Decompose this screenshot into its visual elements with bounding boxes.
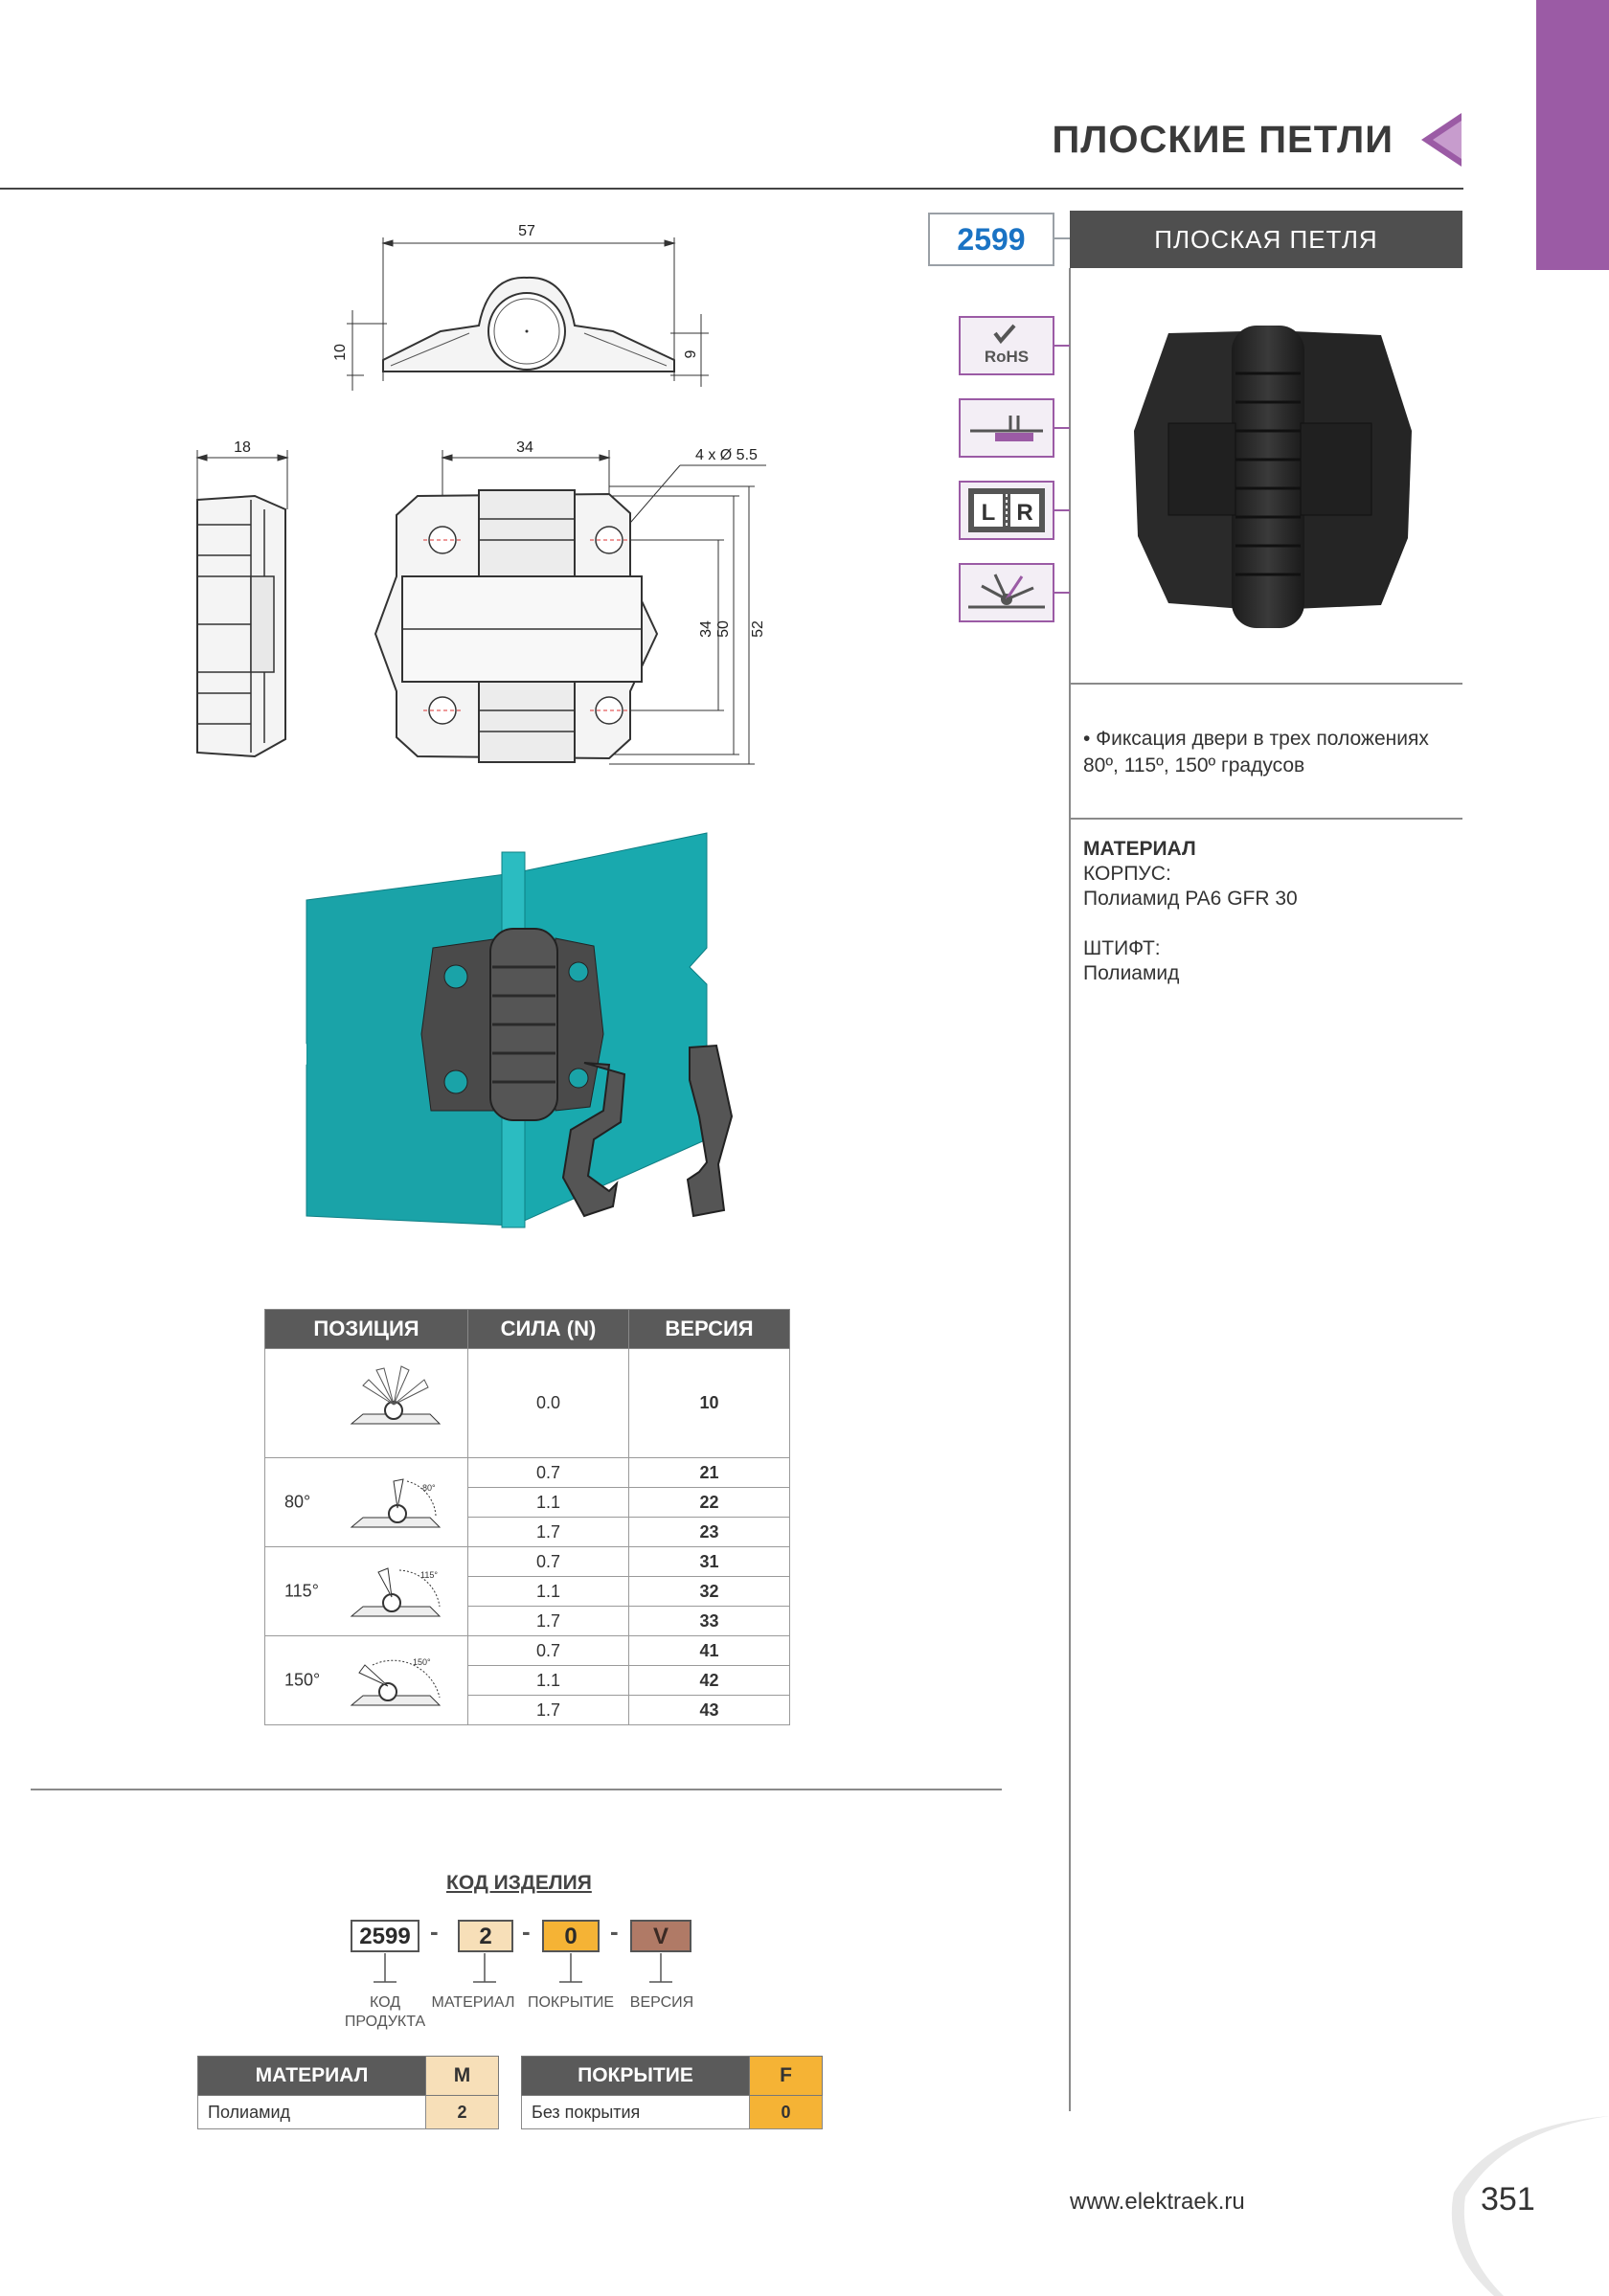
code-part-version: V: [630, 1920, 691, 1952]
position-label: 80°: [284, 1492, 311, 1512]
version-cell: 10: [629, 1349, 790, 1458]
feature-text: • Фиксация двери в трех положениях 80º, 115º, 150º градусов: [1083, 728, 1429, 777]
col-force: СИЛА (N): [468, 1310, 629, 1349]
force-cell: 1.7: [468, 1607, 629, 1636]
dim-34-v: 34: [698, 620, 714, 638]
version-cell: 31: [629, 1547, 790, 1577]
body-value: Полиамид PA6 GFR 30: [1083, 888, 1298, 910]
material-code: 2: [426, 2096, 499, 2129]
material-options-table: [197, 2056, 499, 2129]
page-number: 351: [1481, 2181, 1535, 2217]
footer-url[interactable]: www.elektraek.ru: [1070, 2189, 1245, 2215]
rotation-angle-icon: [959, 563, 1054, 622]
position-cell-0: [265, 1349, 468, 1458]
dim-52: 52: [750, 620, 766, 638]
force-cell: 1.7: [468, 1696, 629, 1725]
position-cell-115: [265, 1547, 468, 1636]
material-code-header: M: [426, 2057, 499, 2096]
col-position: ПОЗИЦИЯ: [265, 1310, 468, 1349]
pin-label: ШТИФТ:: [1083, 937, 1161, 959]
version-cell: 23: [629, 1518, 790, 1547]
coating-value: Без покрытия: [522, 2096, 750, 2129]
title-rule: [0, 188, 1463, 190]
material-heading: МАТЕРИАЛ: [1083, 838, 1196, 860]
rohs-label: RoHS: [984, 348, 1030, 366]
icon-tick: [1054, 427, 1070, 429]
coating-header: ПОКРЫТИЕ: [522, 2057, 750, 2096]
product-code: 2599: [928, 213, 1054, 266]
force-cell: 0.7: [468, 1636, 629, 1666]
angle-label: 150°: [413, 1657, 431, 1667]
code-separator: -: [522, 1917, 531, 1946]
icon-tick: [1054, 345, 1070, 347]
force-cell: 1.1: [468, 1666, 629, 1696]
code-part-coating: 0: [542, 1920, 600, 1952]
code-separator: -: [610, 1917, 619, 1946]
code-separator: -: [430, 1917, 439, 1946]
version-table: [264, 1309, 790, 1725]
version-cell: 33: [629, 1607, 790, 1636]
dim-10: 10: [332, 344, 349, 361]
coating-options-table: [521, 2056, 823, 2129]
angle-label: 80°: [422, 1483, 436, 1493]
drawing-front-view: [379, 433, 782, 777]
col-version: ВЕРСИЯ: [629, 1310, 790, 1349]
material-value: Полиамид: [198, 2096, 426, 2129]
version-cell: 22: [629, 1488, 790, 1518]
code-connector: [1053, 237, 1070, 239]
body-label: КОРПУС:: [1083, 863, 1171, 885]
coating-code-header: F: [750, 2057, 823, 2096]
position-cell-80: [265, 1458, 468, 1547]
label-material: МАТЕРИАЛ: [431, 1994, 515, 2011]
page-title: ПЛОСКИЕ ПЕТЛИ: [1052, 119, 1394, 161]
installation-illustration: [287, 823, 766, 1245]
dim-9: 9: [683, 349, 699, 359]
rohs-icon: [959, 316, 1054, 375]
dim-hole: 4 x Ø 5.5: [695, 447, 758, 463]
position-label: 150°: [284, 1670, 321, 1690]
code-part-material: 2: [458, 1920, 513, 1952]
product-name: ПЛОСКАЯ ПЕТЛЯ: [1070, 211, 1462, 268]
coating-code: 0: [750, 2096, 823, 2129]
left-right-icon: [959, 481, 1054, 540]
hinge-115-icon: [344, 1555, 449, 1628]
hinge-all-positions-icon: [344, 1357, 449, 1433]
right-rule: [1070, 683, 1462, 685]
material-block: [1083, 837, 1298, 986]
drawing-top-view: [332, 218, 718, 400]
left-label: L: [981, 500, 996, 526]
position-cell-150: [265, 1636, 468, 1725]
material-header: МАТЕРИАЛ: [198, 2057, 426, 2096]
product-photo: [1130, 316, 1417, 642]
version-cell: 21: [629, 1458, 790, 1488]
label-coating: ПОКРЫТИЕ: [527, 1994, 615, 2011]
right-column-divider: [1069, 268, 1071, 2111]
version-cell: 42: [629, 1666, 790, 1696]
position-label: 115°: [284, 1581, 319, 1601]
force-cell: 1.7: [468, 1518, 629, 1547]
icon-tick: [1054, 592, 1070, 594]
dim-57: 57: [518, 223, 535, 239]
section-tab-strip: [1536, 0, 1609, 270]
version-cell: 32: [629, 1577, 790, 1607]
code-part-product: 2599: [351, 1920, 419, 1952]
right-rule: [1070, 818, 1462, 820]
dim-50: 50: [715, 620, 732, 638]
angle-label: 115°: [420, 1570, 438, 1580]
version-cell: 43: [629, 1696, 790, 1725]
force-cell: 0.7: [468, 1547, 629, 1577]
right-label: R: [1016, 500, 1033, 526]
code-connectors: [345, 1953, 709, 1992]
order-code-title: КОД ИЗДЕЛИЯ: [446, 1872, 592, 1894]
dim-34-h: 34: [516, 439, 533, 456]
icon-tick: [1054, 509, 1070, 511]
drawing-side-view: [188, 433, 303, 777]
force-cell: 1.1: [468, 1577, 629, 1607]
hinge-80-icon: [344, 1466, 449, 1539]
label-product-code: КОД ПРОДУКТА: [344, 1994, 426, 2030]
flush-mount-icon: [959, 398, 1054, 458]
pin-value: Полиамид: [1083, 962, 1180, 984]
dim-18: 18: [234, 439, 251, 456]
version-cell: 41: [629, 1636, 790, 1666]
force-cell: 1.1: [468, 1488, 629, 1518]
section-rule: [31, 1789, 1002, 1790]
force-cell: 0.0: [468, 1349, 629, 1458]
hinge-150-icon: [344, 1644, 449, 1717]
force-cell: 0.7: [468, 1458, 629, 1488]
title-arrow-icon: [1417, 111, 1463, 169]
label-version: ВЕРСИЯ: [629, 1994, 694, 2011]
